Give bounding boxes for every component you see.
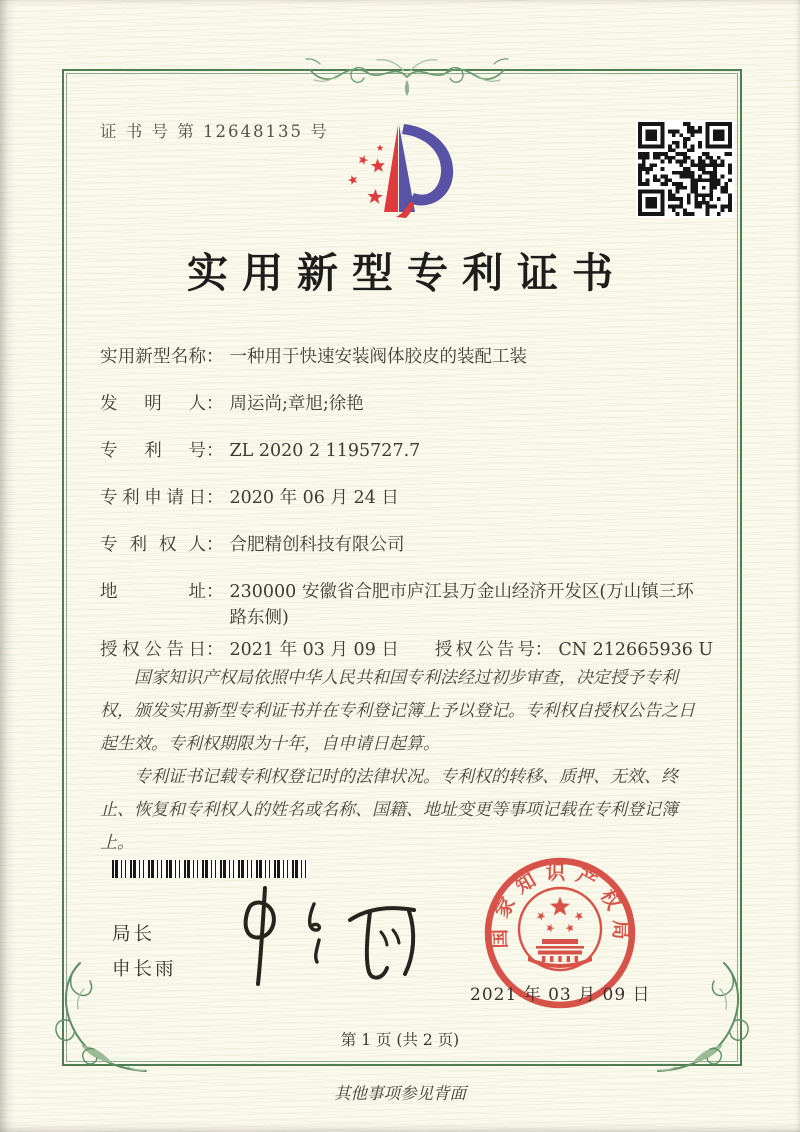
qr-code	[636, 120, 734, 218]
field-value: 230000 安徽省合肥市庐江县万金山经济开发区(万山镇三环路东侧)	[229, 582, 694, 628]
field-value: 一种用于快速安装阀体胶皮的装配工装	[229, 347, 527, 367]
grant-number-value: CN 212665936 U	[558, 640, 714, 660]
legal-paragraph-2: 专利证书记载专利权登记时的法律状况。专利权的转移、质押、无效、终止、恢复和专利权人的姓名或名称、国籍、地址变更等事项记载在专利登记簿上。	[100, 767, 678, 853]
spacer	[399, 637, 435, 663]
field-label: 实用新型名称	[100, 347, 206, 367]
field-label: 授权公告日	[100, 640, 206, 660]
field-colon: ：	[206, 394, 224, 414]
field-row-patentee	[100, 532, 706, 558]
field-colon: ：	[206, 347, 224, 367]
field-label: 专利申请日	[100, 488, 206, 508]
field-label: 发明人	[100, 394, 206, 414]
director-name: 申长雨	[112, 959, 177, 980]
barcode	[112, 860, 310, 878]
back-side-note: 其他事项参见背面	[334, 1084, 466, 1103]
field-row-inventors	[100, 391, 706, 417]
field-row-patent-number	[100, 438, 706, 464]
seal-date: 2021 年 03 月 09 日	[470, 985, 651, 1005]
grant-date-value: 2021 年 03 月 09 日	[229, 640, 399, 660]
director-signature-handwriting	[218, 880, 428, 992]
certificate-title: 实用新型专利证书	[187, 249, 627, 297]
legal-paragraph-1: 国家知识产权局依照中华人民共和国专利法经过初步审查，决定授予专利权，颁发实用新型专利证书并在专利登记簿上予以登记。专利权自授权公告之日起生效。专利权期限为十年，自申请日起算。	[100, 668, 695, 754]
logo-stars	[348, 144, 385, 204]
field-value: ZL 2020 2 1195727.7	[229, 441, 421, 461]
field-row-filing-date	[100, 485, 706, 511]
field-colon: ：	[206, 441, 224, 461]
field-colon: ：	[206, 582, 224, 602]
legal-text	[100, 662, 706, 860]
field-row-address	[100, 579, 706, 631]
seal-ring-text: 国家知识产权局	[487, 861, 633, 949]
field-colon: ：	[206, 535, 224, 555]
page-number: 第 1 页 (共 2 页)	[340, 1031, 460, 1049]
certificate-fields	[100, 344, 714, 684]
field-row-grant	[100, 637, 714, 663]
field-label: 授权公告号	[434, 640, 535, 660]
cnipa-logo-icon	[336, 110, 468, 232]
field-colon: ：	[206, 488, 224, 508]
field-label: 地址	[100, 582, 206, 602]
seal-emblem	[519, 888, 601, 970]
field-colon: ：	[534, 640, 553, 660]
cnipa-red-seal	[470, 848, 650, 1026]
field-value: 合肥精创科技有限公司	[229, 535, 405, 555]
field-label: 专利号	[100, 441, 206, 461]
field-label: 专利权人	[100, 535, 206, 555]
certificate-number: 证 书 号 第 12648135 号	[100, 122, 329, 141]
field-value: 2020 年 06 月 24 日	[229, 488, 399, 508]
field-colon: ：	[206, 640, 224, 660]
field-value: 周运尚;章旭;徐艳	[229, 394, 364, 414]
field-row-name	[100, 344, 706, 370]
director-title: 局长	[112, 924, 156, 945]
